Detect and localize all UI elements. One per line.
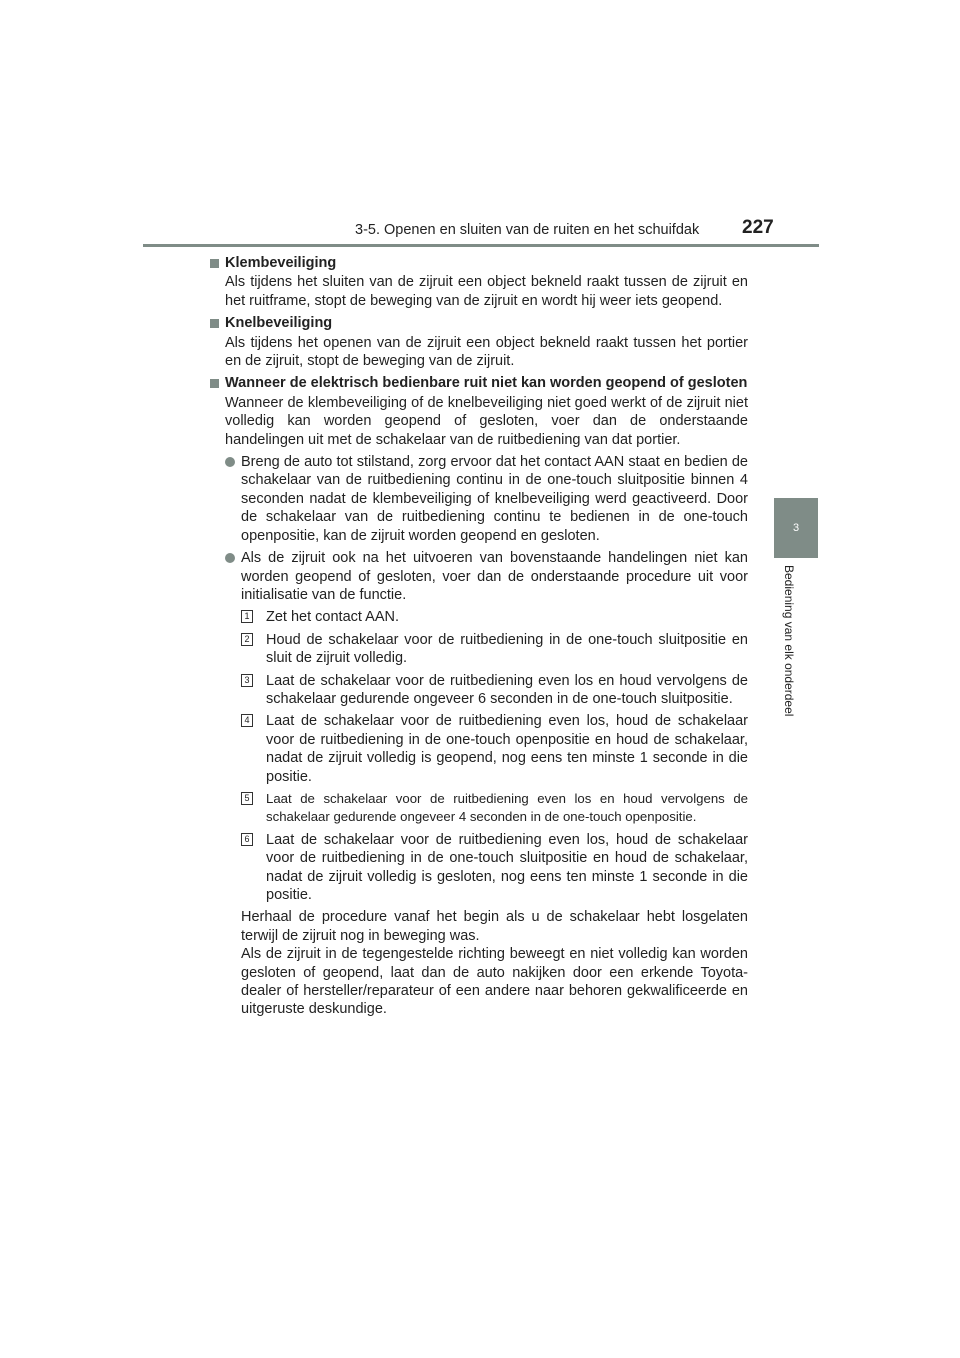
step-number-box: 4: [241, 714, 253, 727]
closing-note: [241, 908, 748, 1018]
section-heading: [210, 374, 748, 392]
procedure-step: [241, 790, 748, 827]
closing-paragraph: Als de zijruit in de tegengestelde richting beweegt en niet volledig kan worden gesloten of geopend, laat dan de auto nakijken door een erkende Toyota-dealer of hersteller/reparateur of een andere naar behoren gekwalificeerde en uitgeruste deskundige.: [241, 946, 748, 1018]
step-text: Houd de schakelaar voor de ruitbediening in de one-touch sluitpositie en sluit de zijruit volledig.: [266, 631, 748, 667]
bullet-text: Als de zijruit ook na het uitvoeren van bovenstaande handelingen niet kan worden geopend of gesloten, voer dan de onderstaande procedure uit voor initialisatie van de functie.: [241, 550, 748, 603]
procedure-step: [241, 672, 748, 709]
bullet-text: Breng de auto tot stilstand, zorg ervoor dat het contact AAN staat en bedien de schakelaar van de ruitbediening continu in de one-touch sluitpositie binnen 4 seconden nadat de klembeveiliging of knelbeveiliging werd geactiveerd. Door de schakelaar van de ruitbediening continu te bedienen in de one-touch openpositie, kan de zijruit worden geopend en gesloten.: [241, 454, 748, 544]
section-knelbeveiliging: [210, 314, 748, 370]
procedure-steps: [241, 608, 748, 904]
list-item: [225, 453, 748, 545]
step-number-box: 1: [241, 610, 253, 623]
section-title: Wanneer de elektrisch bedienbare ruit niet kan worden geopend of gesloten: [225, 375, 748, 392]
step-text: Laat de schakelaar voor de ruitbediening even los en houd vervolgens de schakelaar gedurende ongeveer 6 seconden in de one-touch sluitpositie.: [266, 672, 748, 707]
square-bullet-icon: [210, 319, 219, 328]
step-text: Laat de schakelaar voor de ruitbediening even los en houd vervolgens de schakelaar gedurende ongeveer 4 seconden in de one-touch openpositie.: [266, 790, 748, 825]
section-paragraph: Als tijdens het sluiten van de zijruit een object bekneld raakt tussen de zijruit en het ruitframe, stopt de beweging van de zijruit en wordt hij weer iets geopend.: [225, 274, 748, 309]
section-header-title: 3-5. Openen en sluiten van de ruiten en het schuifdak: [355, 222, 700, 238]
chapter-tab-number: 3: [792, 522, 800, 534]
square-bullet-icon: [210, 379, 219, 388]
section-paragraph: Wanneer de klembeveiliging of de knelbeveiliging niet goed werkt of de zijruit niet volledig kan worden geopend of gesloten, voer dan de onderstaande handelingen uit met de schakelaar van de ruitbediening van dat portier.: [225, 394, 748, 448]
procedure-step: [241, 831, 748, 905]
step-number-box: 3: [241, 674, 253, 687]
section-heading: [210, 254, 748, 272]
page-content: [210, 254, 748, 1023]
step-text: Laat de schakelaar voor de ruitbediening even los, houd de schakelaar voor de ruitbediening in de one-touch openpositie en houd de schakelaar, nadat de zijruit volledig is geopend, nog eens ten minste 1 seconde in die positie.: [266, 713, 748, 785]
section-title: Klembeveiliging: [225, 255, 337, 271]
section-title: Knelbeveiliging: [225, 315, 333, 332]
chapter-tab-label: Bediening van elk onderdeel: [782, 565, 796, 717]
step-number-box: 5: [241, 792, 253, 805]
procedure-step: [241, 608, 748, 626]
section-heading: [210, 314, 748, 332]
round-bullet-icon: [225, 457, 235, 467]
section-klembeveiliging: [210, 254, 748, 310]
list-item: [225, 549, 748, 604]
header-divider: [143, 244, 819, 247]
step-number-box: 6: [241, 833, 253, 846]
chapter-tab[interactable]: [774, 498, 818, 558]
procedure-step: [241, 631, 748, 668]
section-window-failure: [210, 374, 748, 1018]
step-text: Laat de schakelaar voor de ruitbediening even los, houd de schakelaar voor de ruitbediening in de one-touch sluitpositie en houd de schakelaar, nadat de zijruit volledig is gesloten, nog eens ten minste 1 seconde in die positie.: [266, 831, 748, 903]
closing-paragraph: Herhaal de procedure vanaf het begin als u de schakelaar hebt losgelaten terwijl de zijruit nog in beweging was.: [241, 909, 748, 944]
page-number: 227: [742, 217, 774, 238]
procedure-step: [241, 712, 748, 786]
step-number-box: 2: [241, 633, 253, 646]
square-bullet-icon: [210, 259, 219, 268]
round-bullet-icon: [225, 553, 235, 563]
step-text: Zet het contact AAN.: [266, 609, 399, 626]
section-paragraph: Als tijdens het openen van de zijruit een object bekneld raakt tussen het portier en de zijruit, stopt de beweging van de zijruit.: [225, 334, 748, 370]
